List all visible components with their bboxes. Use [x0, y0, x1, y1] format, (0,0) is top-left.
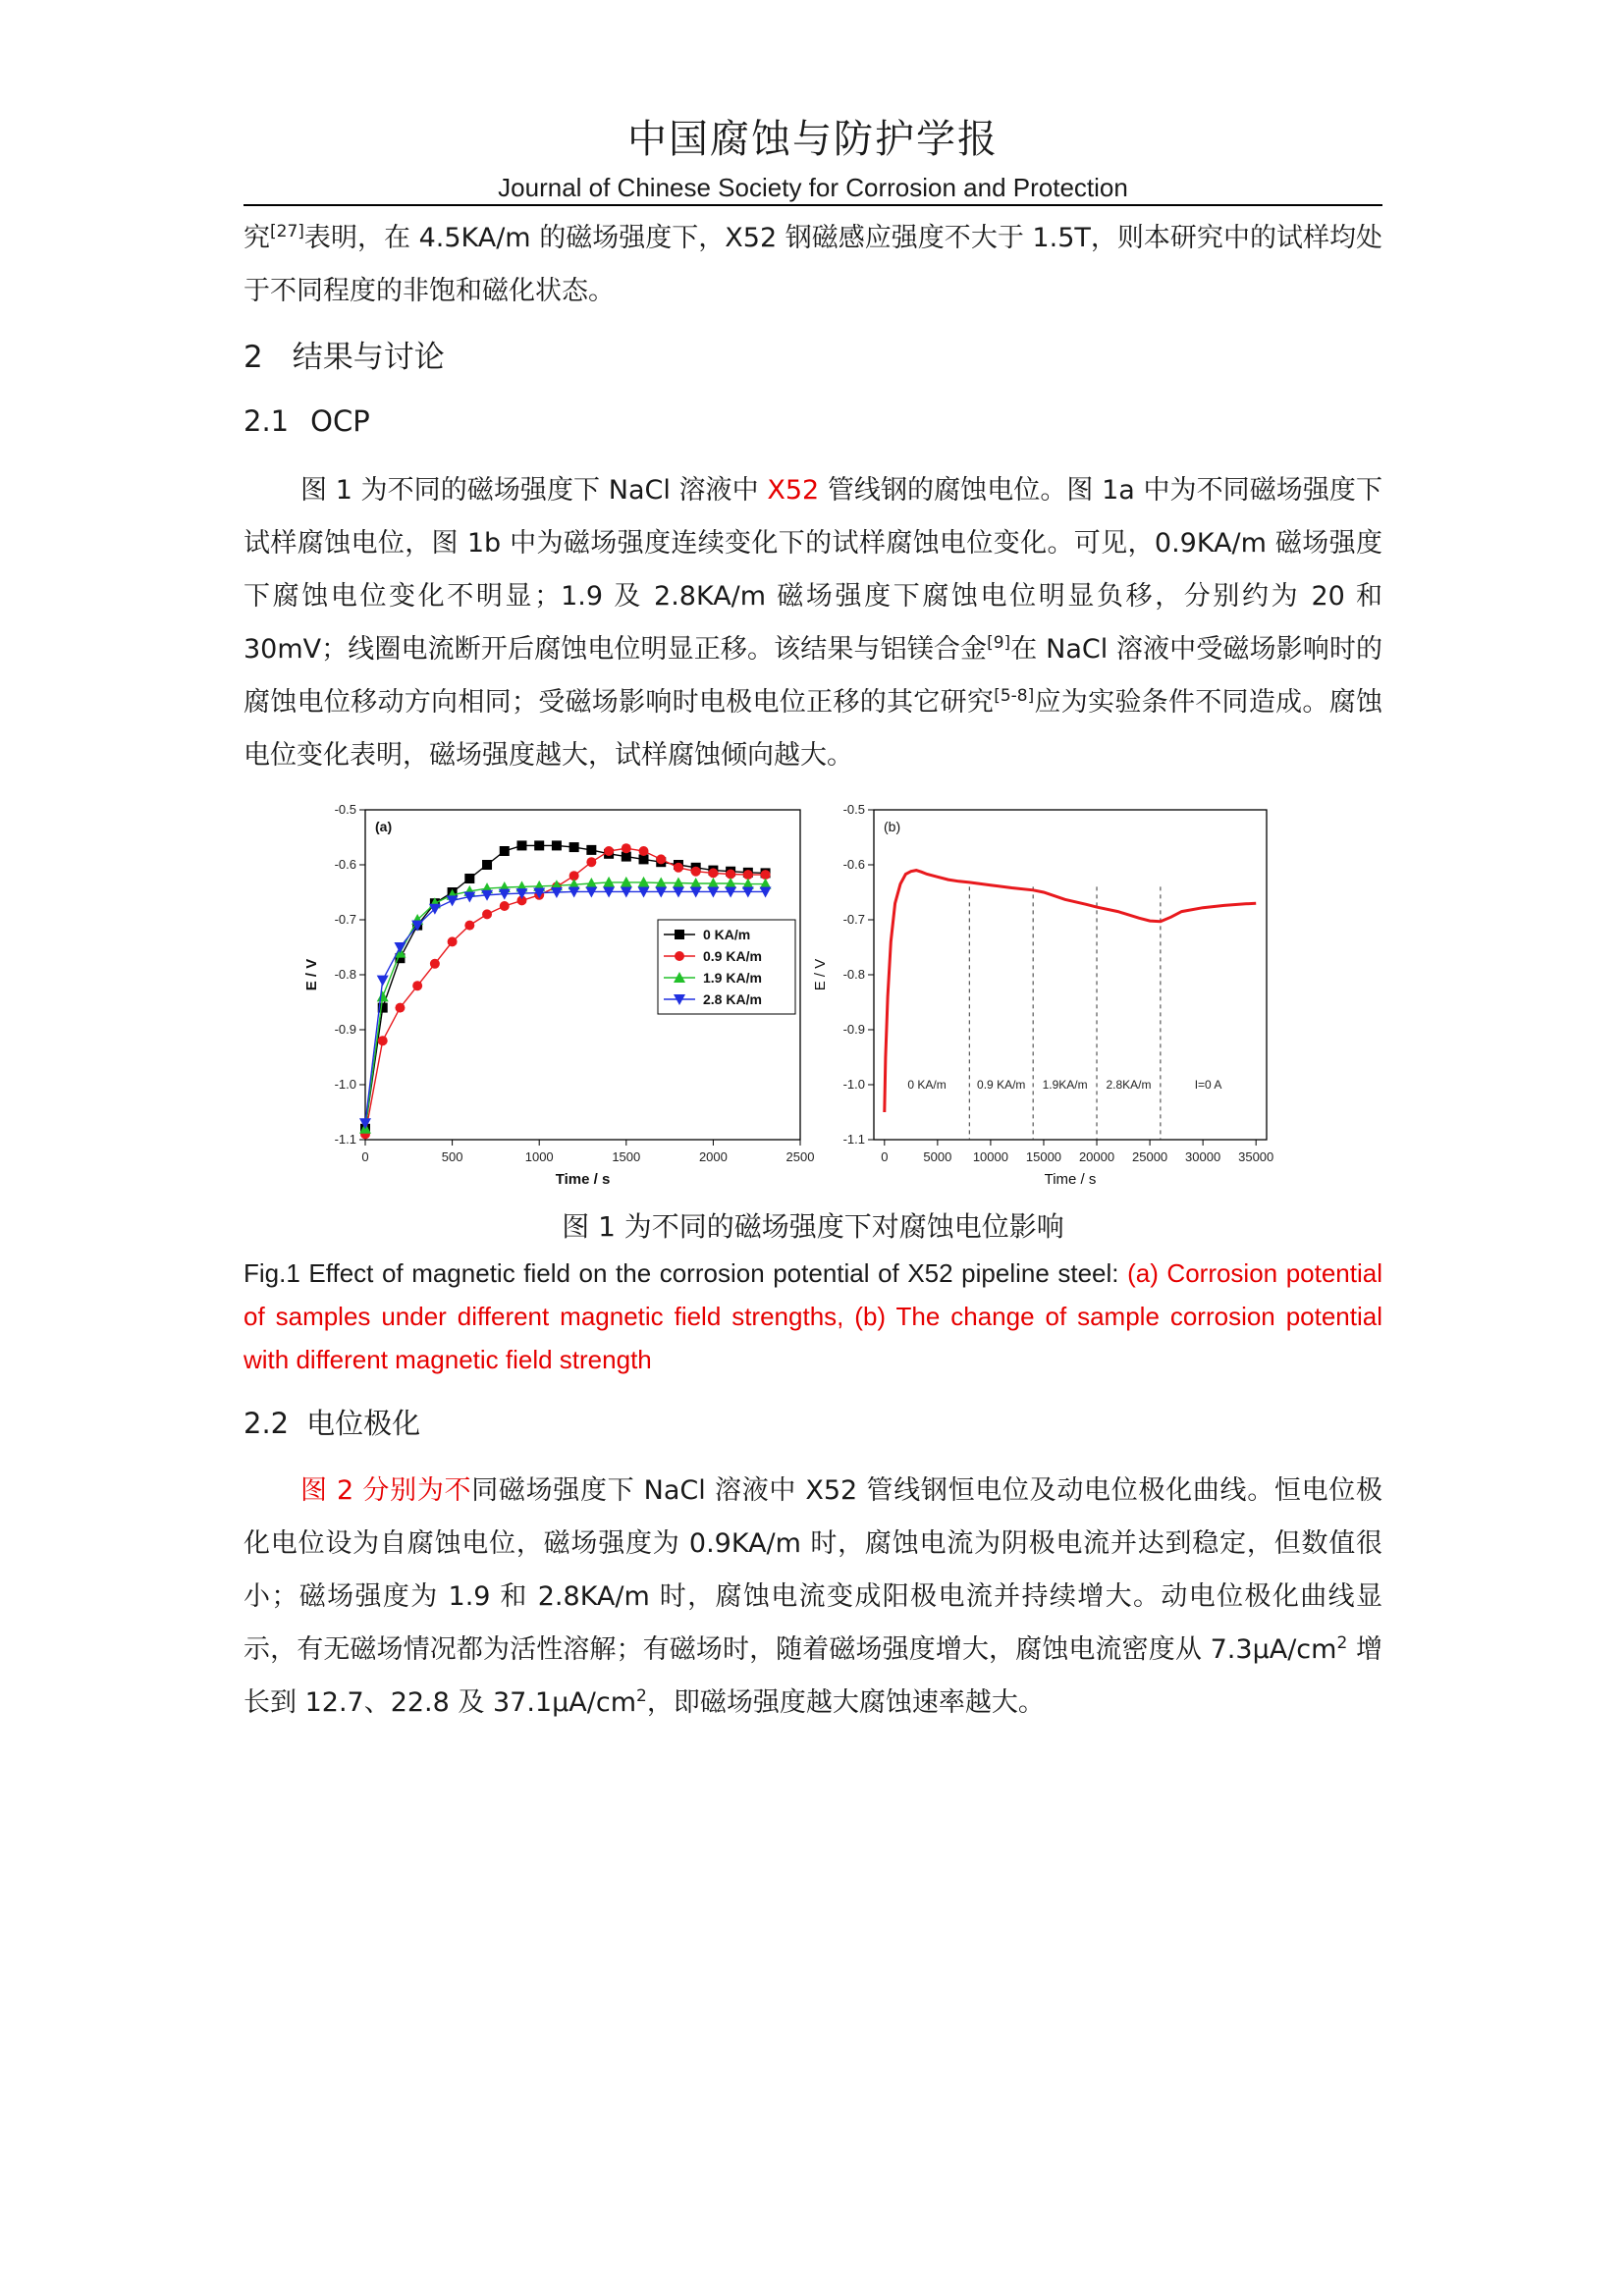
y-tick-label: -0.7 [842, 912, 865, 927]
section-2-1-title: OCP [310, 404, 370, 438]
y-tick-label: -1.1 [842, 1132, 865, 1147]
segment-label: 0 KA/m [907, 1078, 947, 1092]
data-point [395, 1003, 405, 1013]
header-rule [244, 204, 1382, 206]
para-21-text-d: 应为实验条件不同造成。腐蚀电位变化表明，磁场强度越大，试样腐蚀倾向越大。 [244, 687, 1383, 771]
section-2-1-paragraph [244, 464, 1382, 782]
x-tick-label: 1000 [524, 1149, 554, 1164]
data-point [656, 854, 666, 864]
data-point [534, 840, 544, 850]
y-tick-label: -0.7 [334, 912, 356, 927]
x-tick-label: 35000 [1238, 1149, 1274, 1164]
legend-label: 2.8 KA/m [703, 991, 762, 1007]
intro-text-a: 究 [244, 223, 271, 253]
data-point [516, 840, 526, 850]
y-tick-label: -1.0 [842, 1077, 865, 1092]
legend-label: 1.9 KA/m [703, 970, 762, 986]
y-axis-label: E / V [303, 958, 320, 991]
section-2-1-heading [244, 401, 370, 441]
x-tick-label: 5000 [923, 1149, 952, 1164]
x-axis-label: Time / s [1044, 1171, 1097, 1188]
y-tick-label: -0.8 [334, 967, 356, 982]
y-tick-label: -0.8 [842, 967, 865, 982]
data-point [447, 895, 459, 906]
x-tick-label: 20000 [1078, 1149, 1115, 1164]
data-point [482, 860, 492, 870]
data-point [639, 846, 649, 856]
caption-en-highlight: (a) Corrosion potential of samples under different magnetic field strengths, (b) The change of sample corrosion potential with different magnetic field strength [244, 1258, 1382, 1374]
y-tick-label: -1.1 [334, 1132, 356, 1147]
para-22-text-a: 同磁场强度下 NaCl 溶液中 X52 管线钢恒电位及动电位极化曲线。恒电位极化电位设为自腐蚀电位，磁场强度为 0.9KA/m 时，腐蚀电流为阴极电流并达到稳定，但数值很小；磁场强度为 1.9 和 2.8KA/m 时，腐蚀电流变成阳极电流并持续增大。动电位极化曲线显示，有无磁场情况都为活性溶解；有磁场时，随着磁场强度增大，腐蚀电流密度从 7.3μA/cm [244, 1475, 1382, 1665]
citation-9[interactable]: [9] [987, 633, 1011, 653]
section-2-2-title: 电位极化 [306, 1407, 421, 1440]
segment-label: I=0 A [1194, 1078, 1222, 1092]
y-tick-label: -0.9 [842, 1022, 865, 1037]
para-22-text-c: ，即磁场强度越大腐蚀速率越大。 [646, 1687, 1045, 1718]
para-21-text-c: 在 NaCl 溶液中受磁场影响时的腐蚀电位移动方向相同；受磁场影响时电极电位正移的其它研究 [244, 634, 1382, 718]
x-tick-label: 0 [361, 1149, 369, 1164]
data-point [482, 909, 492, 919]
caption-en-text: Fig.1 Effect of magnetic field on the corrosion potential of X52 pipeline steel: [244, 1258, 1128, 1288]
data-point [464, 921, 474, 931]
y-tick-label: -0.6 [842, 857, 865, 872]
data-point [500, 901, 510, 911]
journal-title-cn: 中国腐蚀与防护学报 [627, 117, 999, 162]
data-point [604, 846, 614, 856]
citation-27[interactable]: [27] [270, 222, 304, 241]
section-2-2-number: 2.2 [244, 1407, 290, 1440]
y-tick-label: -0.5 [334, 802, 356, 817]
data-point [430, 959, 440, 969]
y-tick-label: -0.6 [334, 857, 356, 872]
data-point [412, 981, 422, 990]
figure-1-caption-cn: 图 1 为不同的磁场强度下对腐蚀电位影响 [562, 1210, 1064, 1243]
x-tick-label: 2000 [698, 1149, 728, 1164]
segment-label: 0.9 KA/m [977, 1078, 1026, 1092]
x-tick-label: 25000 [1132, 1149, 1168, 1164]
x-tick-label: 10000 [972, 1149, 1008, 1164]
data-point [675, 951, 684, 961]
x-tick-label: 1500 [612, 1149, 641, 1164]
data-point [691, 867, 701, 877]
x-tick-label: 500 [441, 1149, 463, 1164]
section-2-title: 结果与讨论 [292, 340, 445, 375]
data-point [378, 1036, 388, 1045]
x-tick-label: 15000 [1025, 1149, 1062, 1164]
data-point [552, 840, 562, 850]
section-2-1-number: 2.1 [244, 404, 290, 438]
intro-text-b: 表明，在 4.5KA/m 的磁场强度下，X52 钢磁感应强度不大于 1.5T，则本研究中的试样均处于不同程度的非饱和磁化状态。 [244, 223, 1382, 306]
data-point [500, 846, 510, 856]
chart-b [812, 802, 1273, 1188]
data-point [464, 874, 474, 883]
para-22-highlight: 图 2 分别为不 [300, 1475, 472, 1506]
data-point [726, 870, 735, 880]
x-tick-label: 0 [881, 1149, 889, 1164]
section-2-heading [244, 338, 445, 377]
para-21-text-b: 管线钢的腐蚀电位。图 1a 中为不同磁场强度下试样腐蚀电位，图 1b 中为磁场强度连续变化下的试样腐蚀电位变化。可见，0.9KA/m 磁场强度下腐蚀电位变化不明显；1.9 及 2.8KA/m 磁场强度下腐蚀电位明显负移，分别约为 20 和 30mV；线圈电流断开后腐蚀电位明显正移。该结果与铝镁合金 [244, 475, 1382, 665]
x-tick-label: 30000 [1185, 1149, 1221, 1164]
series-line [885, 871, 1256, 1112]
figure-1-caption-en [244, 1252, 1382, 1381]
data-point [622, 843, 631, 853]
journal-header [244, 110, 1382, 204]
citation-5-8[interactable]: [5-8] [994, 686, 1035, 706]
legend-label: 0.9 KA/m [703, 948, 762, 964]
data-point [675, 930, 684, 939]
intro-paragraph [244, 212, 1382, 318]
unit-superscript-1: 2 [1336, 1633, 1348, 1653]
figure-1 [295, 800, 1306, 1193]
para-22-text-b: 增长到 12.7、22.8 及 37.1μA/cm [244, 1634, 1382, 1718]
data-point [569, 842, 579, 852]
panel-label: (a) [375, 819, 393, 834]
journal-title-en: Journal of Chinese Society for Corrosion and Protection [498, 173, 1128, 202]
segment-label: 2.8KA/m [1106, 1078, 1152, 1092]
panel-label: (b) [884, 819, 901, 834]
data-point [761, 870, 771, 880]
x-axis-label: Time / s [555, 1171, 611, 1188]
chart-a [303, 802, 814, 1188]
x-tick-label: 2500 [785, 1149, 815, 1164]
data-point [674, 863, 683, 873]
y-tick-label: -0.9 [334, 1022, 356, 1037]
section-2-2-paragraph [244, 1465, 1382, 1730]
data-point [743, 870, 753, 880]
data-point [586, 857, 596, 867]
segment-label: 1.9KA/m [1042, 1078, 1088, 1092]
y-tick-label: -0.5 [842, 802, 865, 817]
legend-label: 0 KA/m [703, 927, 751, 942]
y-tick-label: -1.0 [334, 1077, 356, 1092]
para-21-text-a: 图 1 为不同的磁场强度下 NaCl 溶液中 [300, 475, 768, 506]
section-2-2-heading [244, 1404, 420, 1443]
section-2-number: 2 [244, 340, 263, 375]
unit-superscript-2: 2 [636, 1686, 647, 1706]
y-axis-label: E / V [812, 958, 829, 991]
para-21-highlight: X52 [767, 475, 820, 506]
data-point [586, 845, 596, 855]
data-point [448, 936, 458, 946]
data-point [708, 868, 718, 878]
